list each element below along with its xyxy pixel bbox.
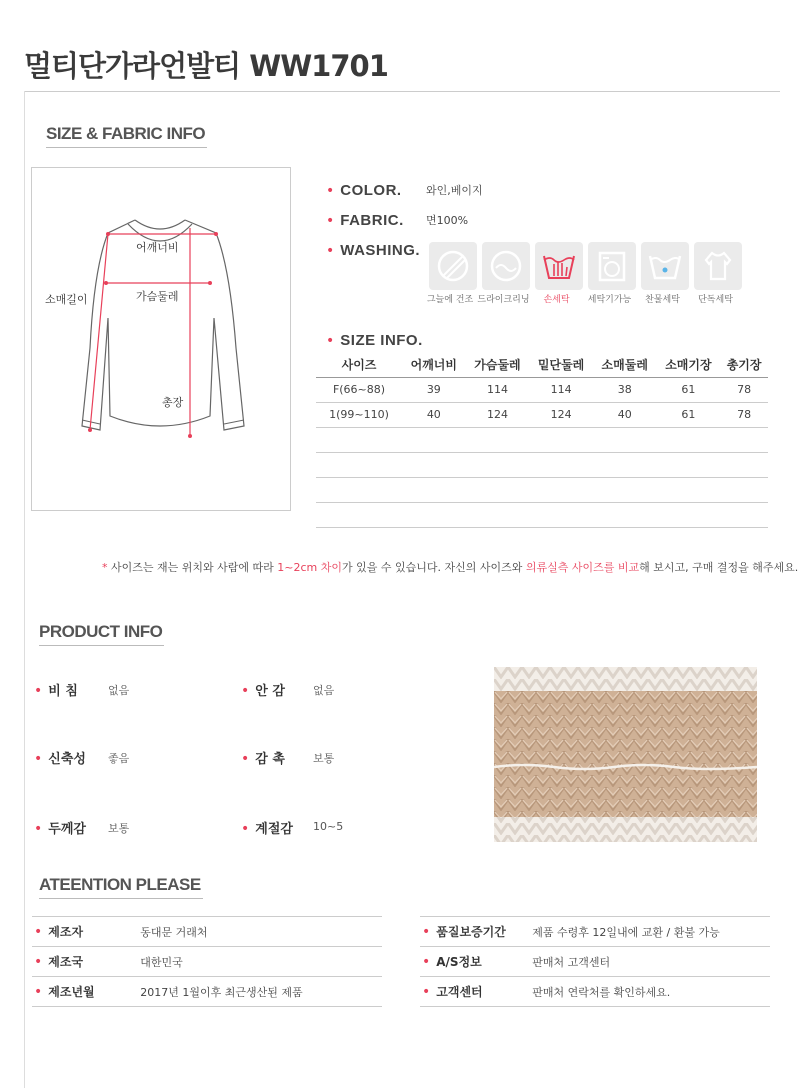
sleeve-label: 소매길이 [45, 293, 88, 306]
size-table-header [316, 353, 768, 377]
table-cell: F(66~88) [316, 377, 402, 402]
column-header: 소매둘레 [593, 353, 657, 377]
size-note [102, 559, 798, 575]
washing-icons [426, 242, 746, 290]
attention-label: 제조국 [48, 955, 84, 969]
wash-caption: 그늘에 건조 [426, 295, 474, 305]
attention-row [420, 977, 770, 1007]
size-table [316, 353, 768, 528]
product-info-heading: PRODUCT INFO [39, 622, 163, 641]
stretch-value: 좋음 [108, 752, 130, 765]
note-text: 해 보시고, 구매 결정을 해주세요. [639, 561, 798, 574]
table-cell: 78 [720, 377, 768, 402]
bullet-icon: • [326, 333, 335, 349]
washing-row [326, 240, 420, 259]
hand-wash-icon [535, 242, 583, 290]
wash-caption: 단독세탁 [698, 295, 733, 305]
attention-value: 대한민국 [140, 955, 183, 969]
attention-right-table [420, 916, 770, 1007]
chest-label: 가슴둘레 [136, 290, 179, 303]
garment-diagram [31, 167, 291, 511]
wash-item-single [691, 242, 744, 290]
size-fabric-heading: SIZE & FABRIC INFO [46, 124, 206, 143]
thickness-value: 보통 [108, 822, 130, 835]
wash-item-shade-dry [426, 242, 479, 290]
sheer-label: 비 침 [48, 684, 78, 699]
empty-row [316, 477, 768, 502]
water-wash-icon [641, 242, 689, 290]
attention-row [420, 917, 770, 947]
table-cell: 114 [466, 377, 530, 402]
table-cell: 124 [529, 402, 593, 427]
color-row [326, 180, 402, 199]
column-header: 어깨너비 [402, 353, 466, 377]
attention-row [32, 947, 382, 977]
table-cell: 124 [466, 402, 530, 427]
bullet-icon: • [241, 821, 250, 837]
washing-machine-icon [588, 242, 636, 290]
lining-value: 없음 [313, 684, 335, 697]
stretch-label: 신축성 [48, 752, 86, 767]
note-highlight: 의류실측 사이즈를 비교 [525, 561, 640, 574]
attention-row [32, 917, 382, 947]
fabric-row [326, 210, 404, 229]
bullet-icon: • [34, 953, 43, 970]
table-cell: 114 [529, 377, 593, 402]
bullet-icon: • [326, 183, 335, 199]
sheer-row [34, 680, 78, 699]
bullet-icon: • [34, 683, 43, 699]
attention-label: 제조년월 [48, 985, 95, 999]
table-row [316, 402, 768, 427]
washing-captions [423, 292, 742, 305]
table-cell: 78 [720, 402, 768, 427]
table-row [316, 377, 768, 402]
sheer-value: 없음 [108, 684, 130, 697]
size-info-label: SIZE INFO. [340, 332, 423, 349]
table-cell: 1(99~110) [316, 402, 402, 427]
season-label: 계절감 [255, 822, 293, 837]
tshirt-outline-icon [32, 168, 290, 510]
left-border [24, 91, 25, 1088]
fabric-swatch-image [494, 667, 757, 842]
table-cell: 39 [402, 377, 466, 402]
season-row [241, 818, 293, 837]
note-text: 사이즈는 재는 위치와 사람에 따라 [111, 561, 278, 574]
attention-label: A/S정보 [436, 955, 482, 969]
bullet-icon: • [422, 983, 431, 1000]
table-cell: 61 [657, 377, 721, 402]
size-table-wrap [316, 353, 768, 528]
attention-row [420, 947, 770, 977]
washing-label: WASHING. [340, 242, 421, 259]
length-label: 총장 [162, 396, 184, 409]
table-cell: 61 [657, 402, 721, 427]
attention-label: 품질보증기간 [436, 925, 506, 939]
table-cell: 40 [402, 402, 466, 427]
color-label: COLOR. [340, 182, 402, 199]
page-title: 멀티단가라언발티 WW1701 [24, 49, 388, 83]
attention-row [32, 977, 382, 1007]
wash-item-cold [638, 242, 691, 290]
bullet-icon: • [241, 683, 250, 699]
wash-item-dry-clean [479, 242, 532, 290]
fabric-value: 면100% [426, 214, 469, 227]
empty-row [316, 427, 768, 452]
column-header: 총기장 [720, 353, 768, 377]
touch-label: 감 촉 [255, 752, 285, 767]
attention-value: 판매처 고객센터 [532, 955, 611, 969]
bullet-icon: • [34, 983, 43, 1000]
bullet-icon: • [34, 751, 43, 767]
table-cell: 38 [593, 377, 657, 402]
attention-heading: ATEENTION PLEASE [39, 875, 201, 894]
shoulder-label: 어깨너비 [136, 241, 179, 254]
bullet-icon: • [326, 213, 335, 229]
thickness-row [34, 818, 86, 837]
stretch-row [34, 748, 86, 767]
wash-caption: 찬물세탁 [645, 295, 680, 305]
dry-clean-icon [482, 242, 530, 290]
attention-value: 판매처 연락처를 확인하세요. [532, 985, 671, 999]
note-asterisk: * [102, 561, 111, 574]
note-highlight: 1~2cm 차이 [277, 561, 342, 574]
season-value: 10~5 [313, 820, 344, 833]
single-wash-icon [694, 242, 742, 290]
thickness-label: 두께감 [48, 822, 86, 837]
lining-row [241, 680, 285, 699]
bullet-icon: • [326, 243, 335, 259]
attention-label: 제조자 [48, 925, 84, 939]
column-header: 가슴둘레 [466, 353, 530, 377]
touch-value: 보통 [313, 752, 335, 765]
lining-label: 안 감 [255, 684, 285, 699]
title-divider [24, 91, 780, 92]
column-header: 소매기장 [657, 353, 721, 377]
attention-value: 동대문 거래처 [140, 925, 208, 939]
bullet-icon: • [34, 821, 43, 837]
wash-caption-active: 손세탁 [543, 295, 570, 305]
wash-caption: 세탁기가능 [587, 295, 632, 305]
bullet-icon: • [422, 953, 431, 970]
knit-texture-icon [494, 667, 757, 842]
color-value: 와인,베이지 [426, 184, 483, 197]
note-text: 가 있을 수 있습니다. 자신의 사이즈와 [341, 561, 526, 574]
wash-item-machine [585, 242, 638, 290]
attention-label: 고객센터 [436, 985, 483, 999]
table-cell: 40 [593, 402, 657, 427]
column-header: 밑단둘레 [529, 353, 593, 377]
wash-item-hand-wash [532, 242, 585, 290]
touch-row [241, 748, 285, 767]
attention-value: 제품 수령후 12일내에 교환 / 환불 가능 [532, 925, 720, 939]
empty-row [316, 502, 768, 527]
fabric-label: FABRIC. [340, 212, 404, 229]
empty-row [316, 452, 768, 477]
column-header: 사이즈 [316, 353, 402, 377]
wash-caption: 드라이크리닝 [477, 295, 530, 305]
bullet-icon: • [422, 923, 431, 940]
shade-dry-icon [429, 242, 477, 290]
attention-value: 2017년 1월이후 최근생산된 제품 [140, 985, 303, 999]
bullet-icon: • [34, 923, 43, 940]
size-info-row [326, 330, 423, 349]
attention-left-table [32, 916, 382, 1007]
bullet-icon: • [241, 751, 250, 767]
